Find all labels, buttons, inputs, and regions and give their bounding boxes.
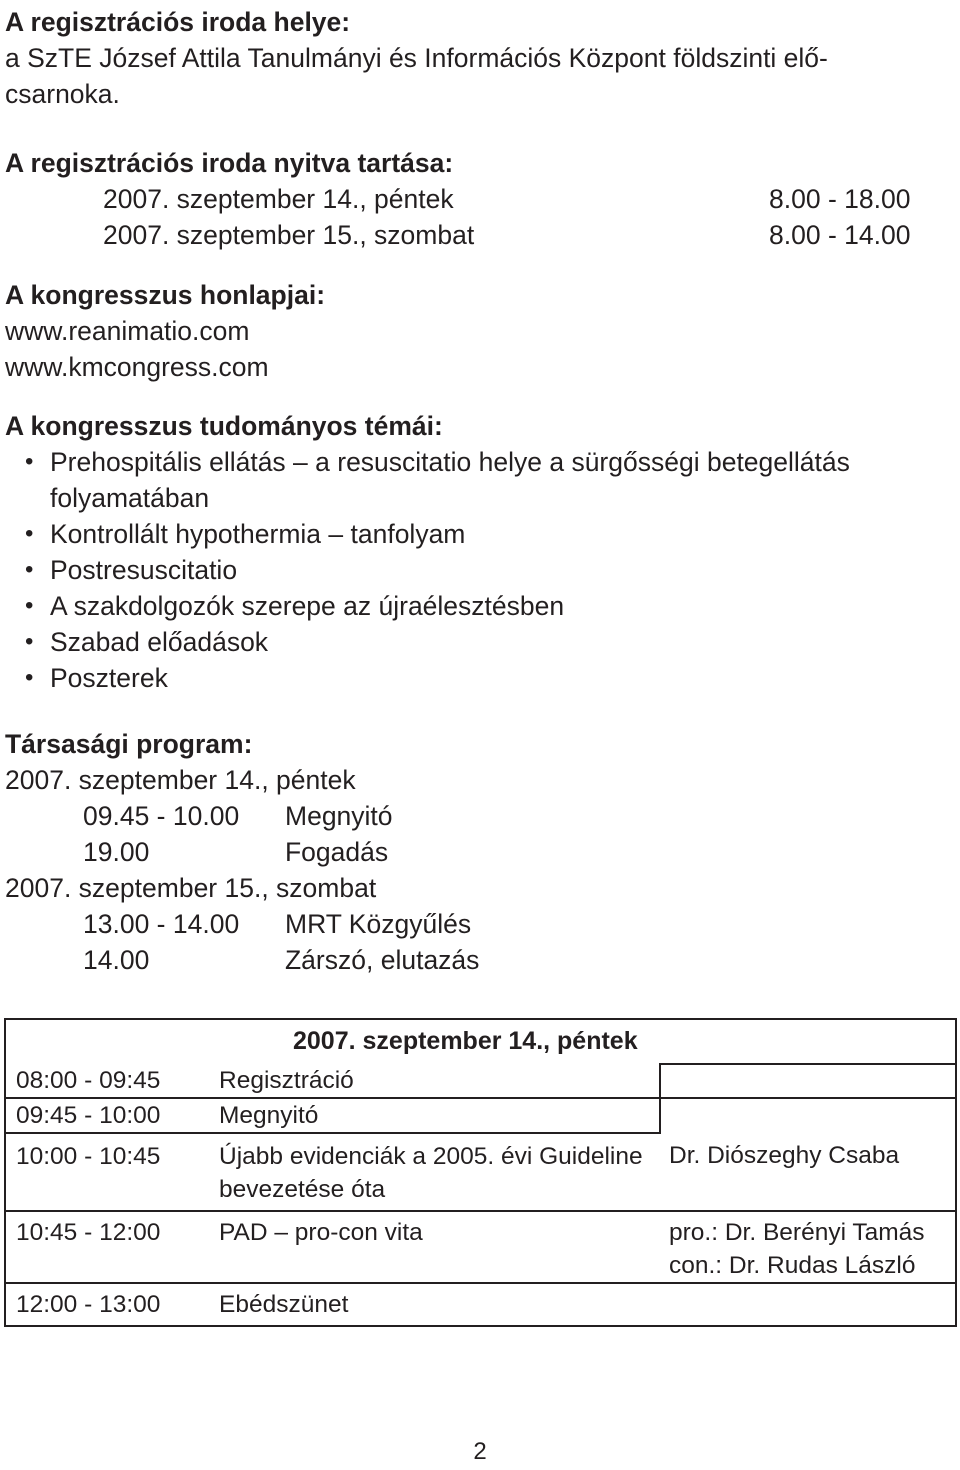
social-item (5, 906, 479, 942)
social-event: Zárszó, elutazás (285, 945, 480, 975)
schedule-time: 12:00 - 13:00 (5, 1283, 211, 1326)
page-number: 2 (473, 1438, 487, 1465)
schedule-event: Megnyitó (211, 1098, 660, 1133)
table-row (5, 1098, 956, 1133)
registration-place-line: csarnoka. (5, 79, 120, 109)
hours-date: 2007. szeptember 15., szombat (103, 220, 475, 250)
topics-section (5, 408, 955, 696)
social-time: 09.45 - 10.00 (83, 801, 240, 831)
registration-place-section (5, 4, 828, 112)
registration-hours-section (5, 145, 955, 253)
schedule-speaker: pro.: Dr. Berényi Tamás con.: Dr. Rudas László (660, 1211, 956, 1283)
social-event: Megnyitó (285, 801, 393, 831)
social-day: 2007. szeptember 15., szombat (5, 873, 377, 903)
topic-item: • A szakdolgozók szerepe az újraélesztésben (5, 588, 955, 624)
hours-row (5, 217, 955, 253)
topic-item: • Prehospitális ellátás – a resuscitatio helye a sürgősségi betegellátás folyamatában (5, 444, 955, 516)
registration-hours-heading: A regisztrációs iroda nyitva tartása: (5, 148, 454, 178)
social-heading: Társasági program: (5, 729, 253, 759)
schedule-title: 2007. szeptember 14., péntek (293, 1027, 638, 1055)
topic-item: • Kontrollált hypothermia – tanfolyam (5, 516, 955, 552)
hours-row (5, 181, 955, 217)
schedule-header-cell (5, 1019, 956, 1064)
topics-list (5, 444, 955, 696)
schedule-speaker: Dr. Diószeghy Csaba (660, 1133, 956, 1211)
schedule-table (4, 1018, 957, 1327)
schedule-event: Regisztráció (211, 1064, 660, 1098)
table-row (5, 1064, 956, 1098)
hours-date: 2007. szeptember 14., péntek (103, 184, 454, 214)
social-day: 2007. szeptember 14., péntek (5, 765, 356, 795)
schedule-event: Ebédszünet (211, 1283, 660, 1326)
registration-place-heading: A regisztrációs iroda helye: (5, 7, 351, 37)
social-time: 13.00 - 14.00 (83, 909, 240, 939)
schedule-speaker (660, 1098, 956, 1133)
schedule-event: Újabb evidenciák a 2005. évi Guideline bevezetése óta (211, 1133, 660, 1211)
hours-time: 8.00 - 18.00 (769, 184, 911, 214)
topic-item: • Szabad előadások (5, 624, 955, 660)
website-link[interactable]: www.kmcongress.com (5, 352, 269, 382)
table-row (5, 1283, 956, 1326)
social-event: MRT Közgyűlés (285, 909, 472, 939)
social-item (5, 798, 479, 834)
schedule-time: 10:45 - 12:00 (5, 1211, 211, 1283)
hours-time: 8.00 - 14.00 (769, 220, 911, 250)
social-time: 19.00 (83, 837, 150, 867)
schedule-time: 08:00 - 09:45 (5, 1064, 211, 1098)
schedule-speaker (660, 1283, 956, 1326)
schedule-time: 10:00 - 10:45 (5, 1133, 211, 1211)
websites-heading: A kongresszus honlapjai: (5, 280, 326, 310)
table-row (5, 1133, 956, 1211)
website-link[interactable]: www.reanimatio.com (5, 316, 250, 346)
websites-section (5, 277, 325, 385)
topic-item: • Poszterek (5, 660, 955, 696)
schedule-header-row (5, 1019, 956, 1064)
schedule-time: 09:45 - 10:00 (5, 1098, 211, 1133)
topic-item: • Postresuscitatio (5, 552, 955, 588)
schedule-event: PAD – pro-con vita (211, 1211, 660, 1283)
registration-place-line: a SzTE József Attila Tanulmányi és Információs Központ földszinti elő- (5, 43, 828, 73)
social-event: Fogadás (285, 837, 389, 867)
schedule-speaker (660, 1064, 956, 1098)
social-program-section (5, 726, 479, 978)
topics-heading: A kongresszus tudományos témái: (5, 411, 443, 441)
social-item (5, 834, 479, 870)
table-row (5, 1211, 956, 1283)
social-time: 14.00 (83, 945, 150, 975)
social-item (5, 942, 479, 978)
